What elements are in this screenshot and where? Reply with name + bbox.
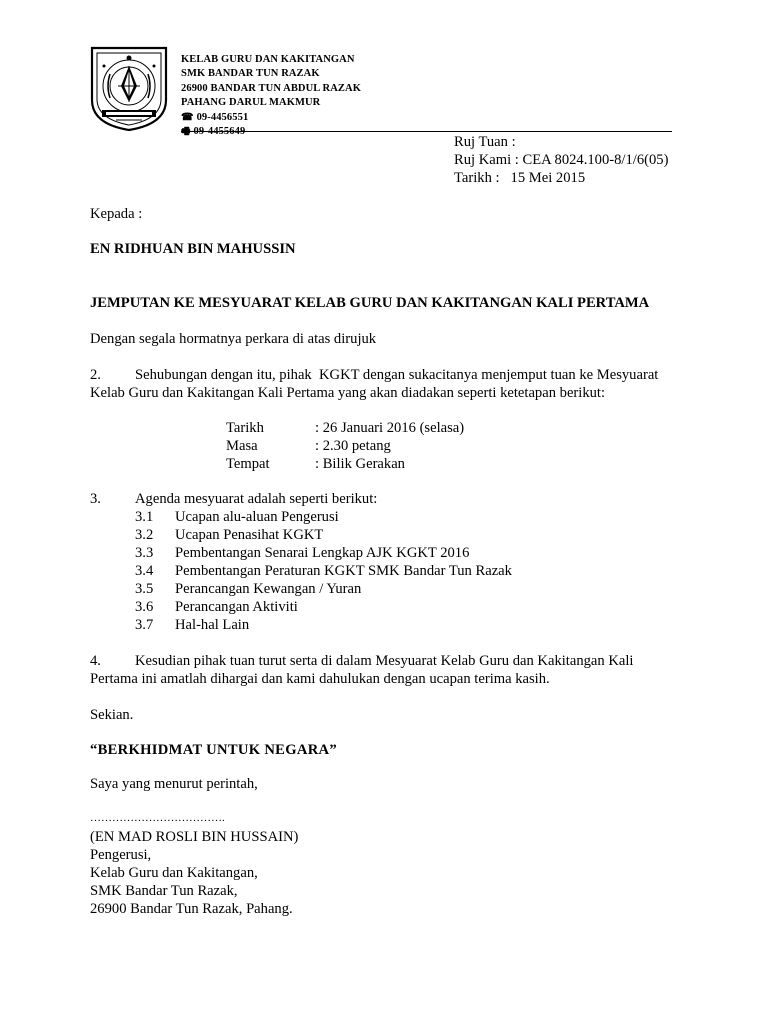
detail-value-masa: : 2.30 petang [315, 438, 391, 454]
para4-text-line1: Kesudian pihak tuan turut serta di dalam Mesyuarat Kelab Guru dan Kakitangan Kali [135, 653, 634, 669]
recipient-name: EN RIDHUAN BIN MAHUSSIN [90, 241, 296, 257]
para4-line1 [90, 652, 633, 670]
fax-number: 09-4455649 [193, 126, 246, 138]
signer-org-line3: 26900 Bandar Tun Razak, Pahang. [90, 901, 293, 917]
agenda-item-text: Perancangan Kewangan / Yuran [175, 581, 362, 597]
signer-org-line2: SMK Bandar Tun Razak, [90, 883, 238, 899]
org-name-line1: KELAB GURU DAN KAKITANGAN [181, 54, 355, 65]
phone-icon: ☎ [181, 111, 194, 123]
para3-intro: Agenda mesyuarat adalah seperti berikut: [135, 491, 378, 507]
signature-dots: ………………………………. [90, 812, 225, 824]
address-line1: 26900 BANDAR TUN ABDUL RAZAK [181, 82, 361, 94]
detail-value-tarikh: : 26 Januari 2016 (selasa) [315, 420, 465, 436]
para2-line1 [90, 366, 658, 384]
agenda-item-text: Pembentangan Senarai Lengkap AJK KGKT 2016 [175, 545, 470, 561]
signer-org-line1: Kelab Guru dan Kakitangan, [90, 865, 258, 881]
para2-text-line1: Sehubungan dengan itu, pihak KGKT dengan sukacitanya menjemput tuan ke Mesyuarat [135, 367, 659, 383]
opening-line: Dengan segala hormatnya perkara di atas dirujuk [90, 331, 377, 347]
letterhead-text [181, 53, 361, 139]
fax-line [181, 125, 361, 139]
agenda-item-text: Perancangan Aktiviti [175, 599, 298, 615]
agenda-item-number: 3.4 [135, 563, 154, 579]
agenda-item-number: 3.6 [135, 599, 154, 615]
kepada-label: Kepada : [90, 206, 143, 222]
para3-number: 3. [90, 491, 101, 507]
agenda-item-number: 3.3 [135, 545, 154, 561]
agenda-item-number: 3.5 [135, 581, 154, 597]
agenda-item-number: 3.1 [135, 509, 154, 525]
agenda-item-text: Hal-hal Lain [175, 617, 250, 633]
ref-tarikh: Tarikh : 15 Mei 2015 [454, 170, 586, 186]
para2-text-line2: Kelab Guru dan Kakitangan Kali Pertama yang akan diadakan seperti ketetapan berikut: [90, 385, 606, 401]
org-name-line2: SMK BANDAR TUN RAZAK [181, 68, 320, 80]
agenda-item-number: 3.7 [135, 617, 154, 633]
detail-value-tempat: : Bilik Gerakan [315, 456, 405, 472]
saya-text: Saya yang menurut perintah, [90, 776, 258, 792]
address-line2: PAHANG DARUL MAKMUR [181, 97, 321, 109]
detail-label-tempat: Tempat [226, 456, 270, 472]
agenda-item-text: Ucapan Penasihat KGKT [175, 527, 324, 543]
ref-ruj-kami: Ruj Kami : CEA 8024.100-8/1/6(05) [454, 152, 669, 168]
fax-icon: 🖷 [181, 126, 191, 138]
detail-label-masa: Masa [226, 438, 258, 454]
school-crest-logo [88, 44, 170, 132]
sekian-text: Sekian. [90, 707, 134, 723]
para4-number: 4. [90, 653, 101, 669]
phone-number: 09-4456551 [196, 111, 249, 123]
signer-title: Pengerusi, [90, 847, 152, 863]
para4-text-line2: Pertama ini amatlah dihargai dan kami dahulukan dengan ucapan terima kasih. [90, 671, 550, 687]
letter-subject: JEMPUTAN KE MESYUARAT KELAB GURU DAN KAKITANGAN KALI PERTAMA [90, 295, 650, 311]
signer-name: (EN MAD ROSLI BIN HUSSAIN) [90, 829, 299, 845]
agenda-item-number: 3.2 [135, 527, 154, 543]
motto-text: “BERKHIDMAT UNTUK NEGARA” [90, 742, 337, 758]
para2-number: 2. [90, 367, 101, 383]
detail-label-tarikh: Tarikh [226, 420, 264, 436]
agenda-item-text: Ucapan alu-aluan Pengerusi [175, 509, 339, 525]
agenda-item-text: Pembentangan Peraturan KGKT SMK Bandar Tun Razak [175, 563, 512, 579]
ref-ruj-tuan: Ruj Tuan : [454, 134, 516, 150]
phone-line [181, 111, 361, 125]
letterhead-divider [181, 131, 672, 132]
